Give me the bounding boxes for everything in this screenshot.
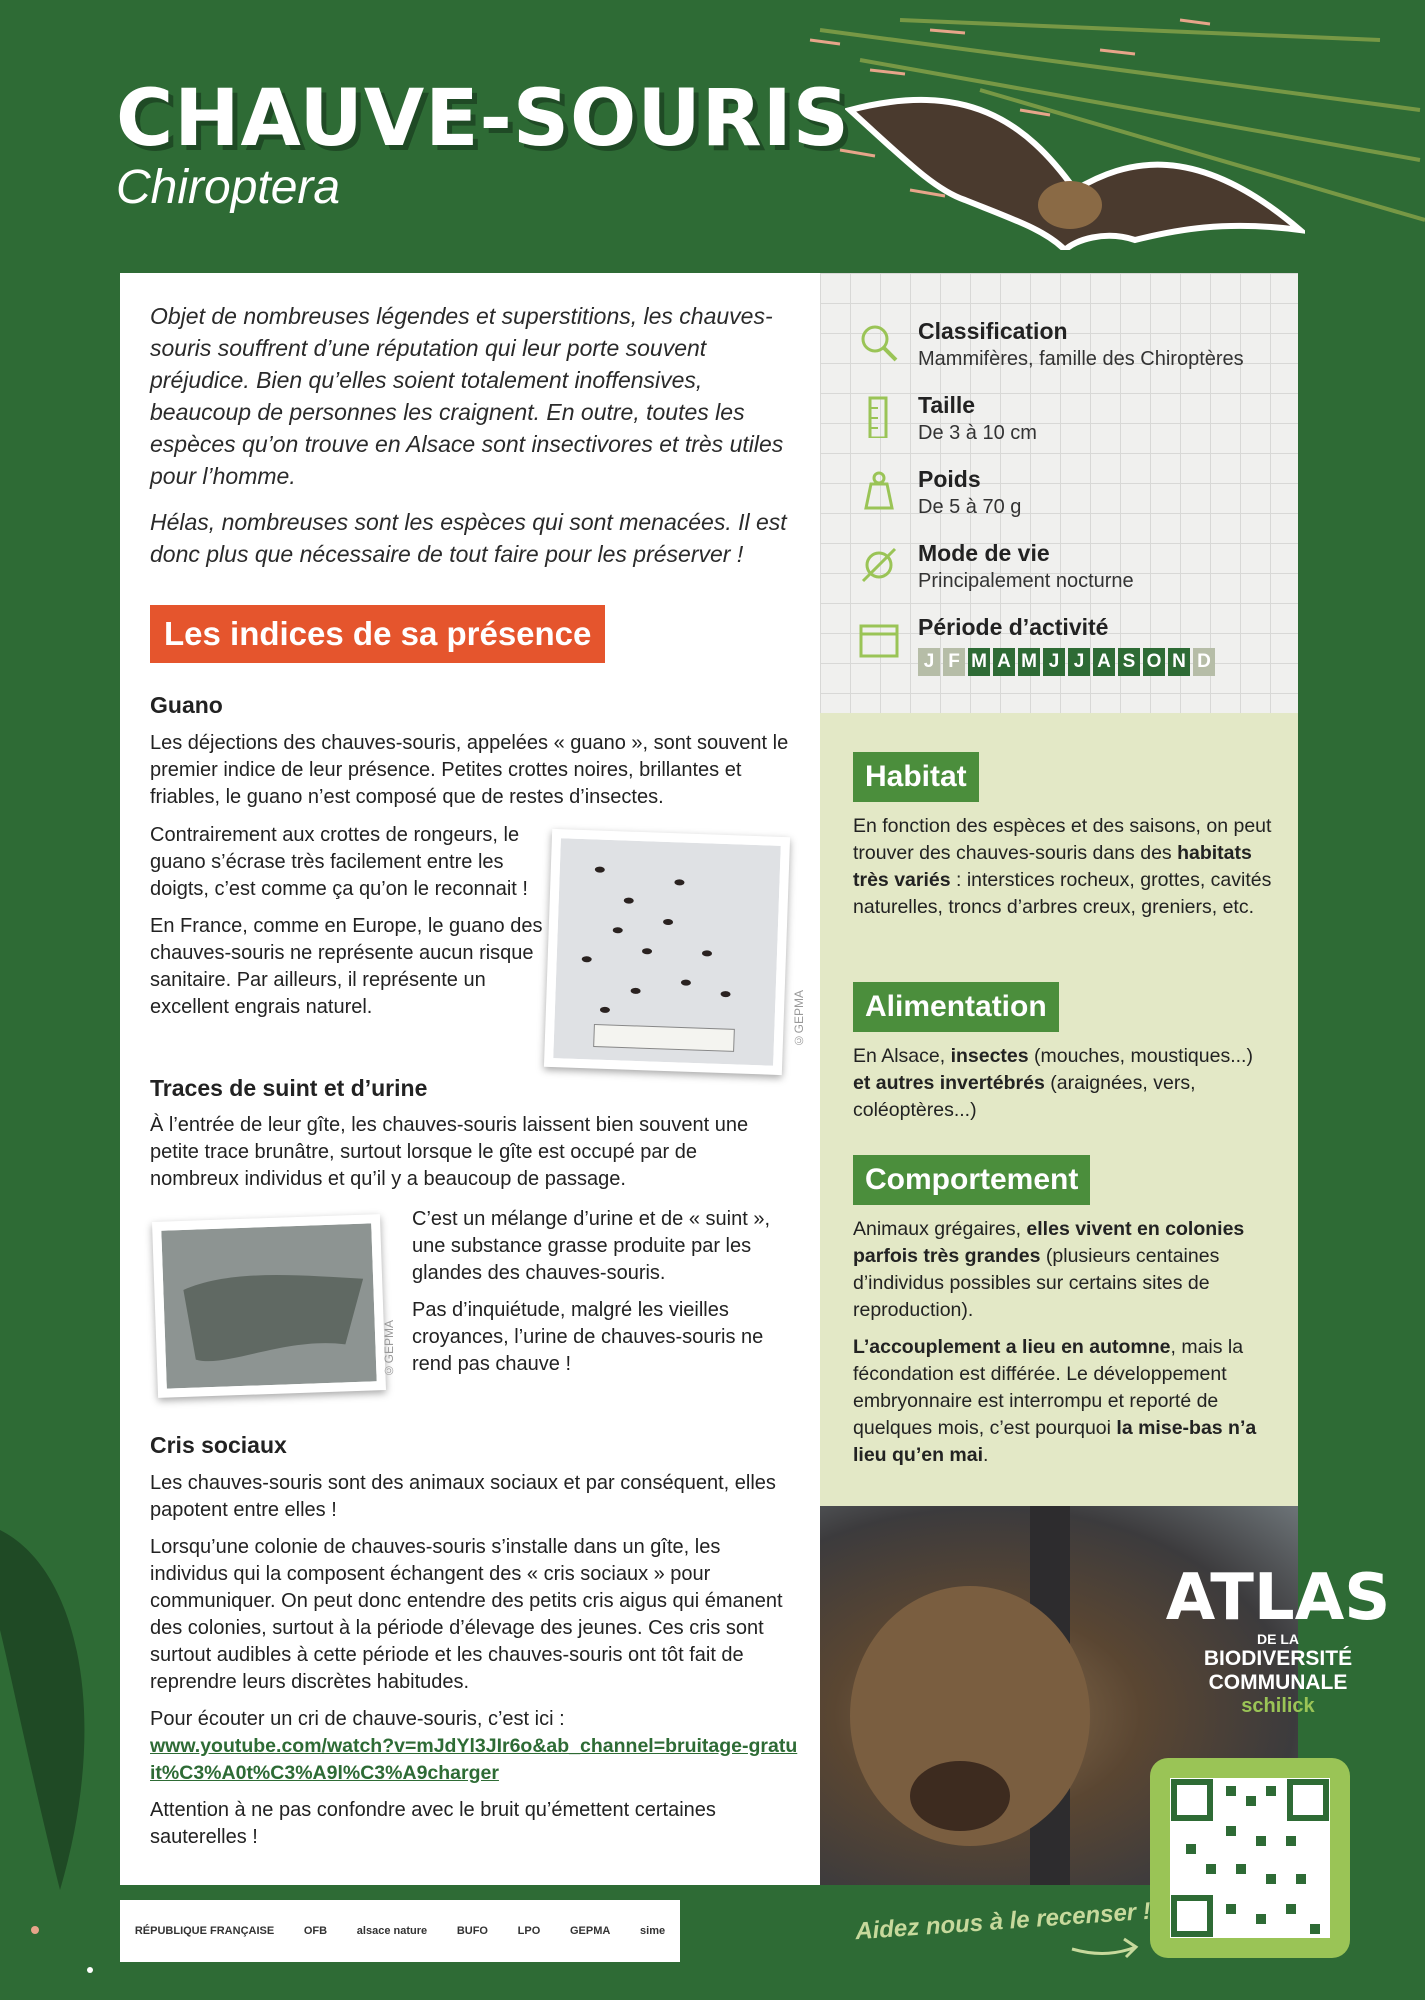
text-bold: et autres invertébrés <box>853 1072 1045 1094</box>
activity-months <box>918 648 1215 676</box>
text-bold: habitats très variés <box>853 842 1252 891</box>
month-cell: D <box>1193 648 1215 676</box>
arrow-icon <box>1070 1935 1140 1965</box>
info-value: De 3 à 10 cm <box>918 422 1037 444</box>
alimentation-text <box>853 1043 1273 1134</box>
alimentation-heading: Alimentation <box>853 982 1059 1032</box>
leaves-decoration <box>0 1470 120 2000</box>
paragraph: Attention à ne pas confondre avec le bruit qu’émettent certaines sauterelles ! <box>150 1799 716 1848</box>
info-value: Mammifères, famille des Chiroptères <box>918 348 1244 370</box>
text: (mouches, moustiques...) <box>1028 1045 1253 1067</box>
weight-icon <box>858 470 900 512</box>
text: . <box>983 1444 989 1466</box>
month-cell: A <box>1093 648 1115 676</box>
text: En fonction des espèces et des saisons, on peut trouver des chauves-souris dans des <box>853 815 1272 864</box>
text: Animaux grégaires, <box>853 1218 1027 1240</box>
month-cell: N <box>1168 648 1190 676</box>
guano-image <box>553 838 781 1066</box>
paragraph: Pas d’inquiétude, malgré les vieilles croyances, l’urine de chauves-souris ne rend pas chauve ! <box>412 1299 764 1375</box>
habitat-heading: Habitat <box>853 752 979 802</box>
text-bold: insectes <box>950 1045 1029 1067</box>
magnifier-icon <box>858 322 900 364</box>
month-cell: J <box>1068 648 1090 676</box>
qr-image <box>1170 1778 1330 1938</box>
info-label: Période d’activité <box>918 614 1109 640</box>
info-classification <box>858 318 1298 390</box>
info-value: De 5 à 70 g <box>918 496 1022 518</box>
guano-body <box>150 822 550 1031</box>
partner-logo: alsace nature <box>356 1925 428 1937</box>
atlas-sub: BIODIVERSITÉ <box>1203 1647 1353 1670</box>
traces-photo <box>152 1214 386 1398</box>
partner-logo: BUFO <box>456 1925 488 1937</box>
partner-logos <box>120 1900 680 1962</box>
cris-body <box>150 1470 800 1861</box>
text: En Alsace, <box>853 1045 951 1067</box>
atlas-town: schilick <box>1241 1695 1315 1717</box>
info-label: Mode de vie <box>918 540 1050 566</box>
text-bold: la mise-bas n’a lieu qu’en mai <box>853 1417 1257 1466</box>
guano-photo <box>544 829 790 1075</box>
paragraph: En France, comme en Europe, le guano des chauves-souris ne représente aucun risque sanitaire. Par ailleurs, il représente un excellent engrais naturel. <box>150 915 543 1018</box>
month-cell: F <box>943 648 965 676</box>
cris-title: Cris sociaux <box>150 1432 287 1458</box>
day-night-icon <box>858 544 900 586</box>
month-cell: O <box>1143 648 1165 676</box>
info-label: Taille <box>918 392 976 418</box>
indices-heading: Les indices de sa présence <box>150 605 605 663</box>
partner-logo: RÉPUBLIQUE FRANÇAISE <box>134 1925 275 1937</box>
atlas-sub: COMMUNALE <box>1208 1671 1348 1694</box>
info-mode-de-vie <box>858 540 1298 612</box>
partner-logo: sime <box>640 1925 666 1937</box>
traces-p1 <box>150 1112 790 1203</box>
partner-logo: GEPMA <box>569 1925 611 1937</box>
paragraph: Contrairement aux crottes de rongeurs, le guano s’écrase très facilement entre les doigts, c’est comme ça qu’on le reconnait ! <box>150 824 528 900</box>
month-cell: A <box>993 648 1015 676</box>
text: , mais la fécondation est différée. Le développement embryonnaire est interrompu et reporté de quelques mois, c’est pourquoi <box>853 1336 1244 1439</box>
ruler-icon <box>858 396 900 438</box>
atlas-sub: DE LA <box>1257 1631 1299 1647</box>
info-label: Poids <box>918 466 981 492</box>
month-cell: M <box>1018 648 1040 676</box>
month-cell: J <box>918 648 940 676</box>
info-poids <box>858 466 1298 538</box>
info-value: Principalement nocturne <box>918 570 1134 592</box>
paragraph: Les chauves-souris sont des animaux sociaux et par conséquent, elles papotent entre elles ! <box>150 1472 776 1521</box>
comportement-text <box>853 1216 1273 1479</box>
atlas-title: ATLAS <box>1165 1561 1391 1635</box>
partner-logo: LPO <box>517 1925 541 1937</box>
text: (araignées, vers, coléoptères...) <box>853 1072 1196 1121</box>
intro-text <box>150 300 790 584</box>
intro-paragraph: Objet de nombreuses légendes et superstitions, les chauves-souris souffrent d’une réputation qui leur porte souvent préjudice. Bien qu’elles soient totalement inoffensives, beaucoup de personnes les craignent. En outre, toutes les espèces qu’on trouve en Alsace sont insectivores et très utiles pour l’homme. <box>150 303 784 489</box>
paragraph: C’est un mélange d’urine et de « suint », une substance grasse produite par les glandes des chauves-souris. <box>412 1208 770 1284</box>
month-cell: S <box>1118 648 1140 676</box>
paragraph: À l’entrée de leur gîte, les chauves-souris laissent bien souvent une petite trace brunâtre, surtout lorsque le gîte est occupé par de nombreux individus et qu’il y a beaucoup de passage. <box>150 1114 749 1190</box>
partner-logo: OFB <box>303 1925 328 1937</box>
month-cell: M <box>968 648 990 676</box>
bat-illustration <box>845 80 1305 250</box>
latin-name: Chiroptera <box>116 161 341 214</box>
intro-paragraph: Hélas, nombreuses sont les espèces qui sont menacées. Il est donc plus que nécessaire de tout faire pour les préserver ! <box>150 509 787 567</box>
atlas-logo <box>1158 1561 1398 1718</box>
page-title: CHAUVE-SOURIS <box>116 74 850 164</box>
photo-credit: ©GEPMA <box>382 1320 396 1378</box>
photo-credit: ©GEPMA <box>792 990 806 1048</box>
qr-pattern <box>1170 1778 1330 1938</box>
guano-title: Guano <box>150 692 223 718</box>
text: (plusieurs centaines d’individus possibles sur certains sites de reproduction). <box>853 1245 1220 1321</box>
info-taille <box>858 392 1298 464</box>
youtube-link[interactable]: www.youtube.com/watch?v=mJdYl3JIr6o&ab_channel=bruitage-gratuit%C3%A0t%C3%A9l%C3%A9charger <box>150 1735 798 1784</box>
calendar-icon <box>858 618 900 660</box>
paragraph: Lorsqu’une colonie de chauves-souris s’installe dans un gîte, les individus qui la composent échangent des « cris sociaux » pour communiquer. On peut donc entendre des petits cris aigus qui émanent des colonies, surtout à la période d’élevage des jeunes. Ces cris sont surtout audibles à cette période et les chauves-souris ont tôt fait de reprendre leurs discrètes habitudes. <box>150 1536 783 1693</box>
traces-title: Traces de suint et d’urine <box>150 1075 428 1101</box>
text-bold: elles vivent en colonies parfois très grandes <box>853 1218 1245 1267</box>
comportement-heading: Comportement <box>853 1155 1090 1205</box>
traces-image <box>161 1223 376 1388</box>
paragraph: Pour écouter un cri de chauve-souris, c’est ici : <box>150 1708 565 1730</box>
info-label: Classification <box>918 318 1068 344</box>
paragraph: Les déjections des chauves-souris, appelées « guano », sont souvent le premier indice de leur présence. Petites crottes noires, brillantes et friables, le guano n’est composé que de restes d’insectes. <box>150 732 789 808</box>
text: : interstices rocheux, grottes, cavités naturelles, troncs d’arbres creux, greniers, etc. <box>853 869 1272 918</box>
traces-body <box>412 1206 792 1388</box>
guano-p1 <box>150 730 790 821</box>
call-to-action: Aidez nous à le recenser ! <box>854 1897 1152 1946</box>
text-bold: L’accouplement a lieu en automne <box>853 1336 1171 1358</box>
month-cell: J <box>1043 648 1065 676</box>
qr-code[interactable] <box>1150 1758 1350 1958</box>
habitat-text <box>853 813 1273 931</box>
